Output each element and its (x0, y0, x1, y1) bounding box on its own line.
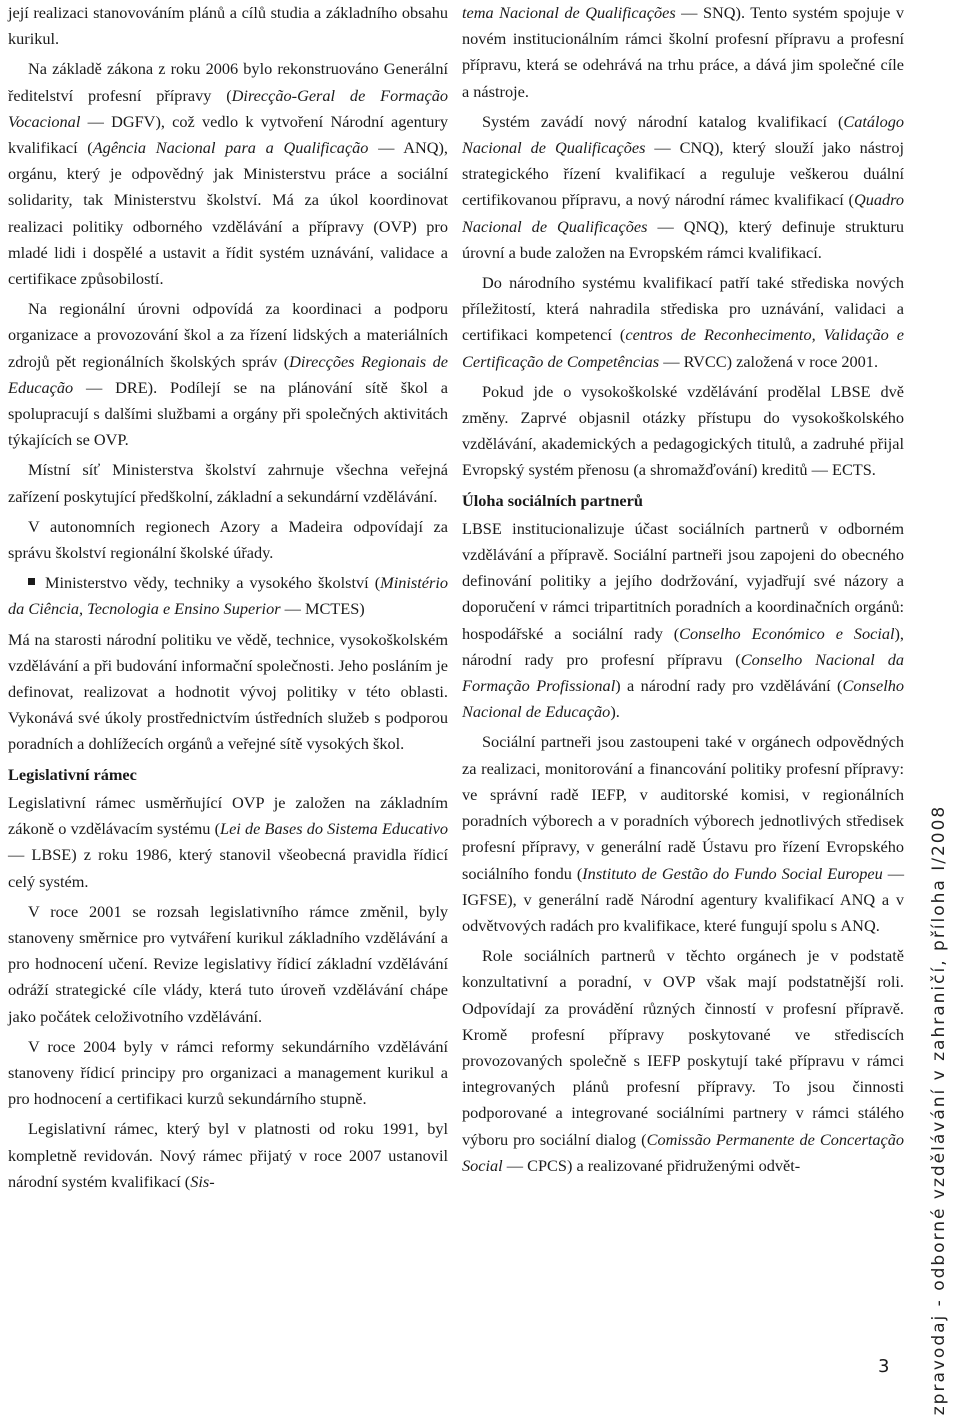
paragraph: tema Nacional de Qualificações — SNQ). Tento systém spojuje v novém institucionálním rámci školní profesní přípravu a profesní přípravu, která se odehrává na trhu práce, a dává jim společné cíle a nástroje. (462, 3, 904, 101)
bullet-text: Ministerstvo vědy, techniky a vysokého školství (Ministério da Ciência, Tecnologia e Ensino Superior — MCTES) (8, 573, 448, 619)
paragraph: Na regionální úrovni odpovídá za koordinaci a podporu organizace a provozování škol a za řízení lidských a materiálních zdrojů pět regionálních školských správ (Direcções Regionais de Educação — DRE). Podílejí se na plánování sítě škol a spolupracují s dalšími službami a orgány při společných aktivitách týkajících se OVP. (8, 299, 448, 450)
right-column (462, 0, 904, 1183)
bullet-item (8, 570, 448, 622)
italic-term: Direcções Regionais de Educação (8, 351, 448, 397)
paragraph: Pokud jde o vysokoškolské vzdělávání prodělal LBSE dvě změny. Zaprvé objasnil otázky přístupu do vysokoškolského vzdělávání, akademických a pedagogických titulů, a zadruhé přijal Evropský systém přenosu (a shromažďování) kreditů — ECTS. (462, 381, 904, 480)
paragraph: V autonomních regionech Azory a Madeira odpovídají za správu školství regionální školské úřady. (8, 516, 448, 563)
italic-term: Catálogo Nacional de Qualificações (462, 111, 904, 158)
paragraph: V roce 2001 se rozsah legislativního rámce změnil, byly stanoveny směrnice pro vytváření kurikul základního vzdělávání a pro hodnocení učení. Revize legislativy řídicí základní vzdělávání odráží strategické cíle vlády, která tuto úroveň vzdělávání chápe jako počátek celoživotního vzdělávání. (8, 901, 448, 1026)
paragraph: Do národního systému kvalifikací patří také střediska nových příležitostí, která nahradila střediska pro uznávání, validaci a certifikaci kompetencí (centros de Reconhecimento, Validação e Certificação de Competências — RVCC) založená v roce 2001. (462, 273, 904, 371)
italic-term: Quadro Nacional de Qualificações (462, 190, 904, 236)
italic-term: Lei de Bases do Sistema Educativo (220, 819, 448, 839)
italic-term: Instituto de Gestão do Fundo Social Europeu (582, 863, 883, 883)
italic-term: Direcção-Geral de Formação Vocacional (8, 85, 448, 131)
italic-term: Agência Nacional para a Qualificação (92, 138, 369, 158)
paragraph: LBSE institucionalizuje účast sociálních partnerů v odborném vzdělávání a přípravě. Sociální partneři jsou zapojeni do obecného definování politiky a jejího dodržování, vyjadřují své názory a doporučení v rámci tripartitních poradních a koordinačních orgánů: hospodářské a sociální rady (Conselho Económico e Social), národní rady pro profesní přípravu (Conselho Nacional da Formação Profissional) a národní rady pro vzdělávání (Conselho Nacional de Educação). (462, 518, 905, 722)
paragraph: Na základě zákona z roku 2006 bylo rekonstruováno Generální ředitelství profesní přípravy (Direcção-Geral de Formação Vocacional — DGFV), což vedlo k vytvoření Národní agentury kvalifikací (Agência Nacional para a Qualificação — ANQ), orgánu, který je odpovědný jak Ministerstvu práce a sociální solidarity, tak Ministerstvu školství. Má za úkol koordinovat realizaci politiky odborného vzdělávání a přípravy (OVP) pro mladé lidi i dospělé a ustavit a řídit systém uznávání, validace a certifikace způsobilostí. (8, 59, 448, 289)
paragraph: Legislativní rámec, který byl v platnosti od roku 1991, byl kompletně revidován. Nový rámec přijatý v roce 2007 ustanovil národní systém kvalifikací (Sis- (8, 1119, 448, 1191)
paragraph: V roce 2004 byly v rámci reformy sekundárního vzdělávání stanoveny řídicí principy pro organizaci a management kurikul a pro hodnocení a certifikaci kurzů sekundárního stupně. (8, 1036, 448, 1109)
paragraph: její realizaci stanovováním plánů a cílů studia a základního obsahu kurikul. (8, 3, 448, 49)
paragraph: Sociální partneři jsou zastoupeni také v orgánech odpovědných za realizaci, monitorování a financování politiky profesní přípravy: ve správní radě IEFP, v auditorské komisi, v regionálních poradních výborech a v poradních výborech jednotlivých středisek profesní přípravy, v generální radě Ústavu pro řízení Evropského sociálního fondu (Instituto de Gestão do Fundo Social Europeu — IGFSE), v generální radě Národní agentury kvalifikací ANQ a v odvětvových radách pro kvalifikace, které fungují spolu s ANQ. (462, 732, 905, 935)
section-heading: Legislativní rámec (8, 764, 137, 784)
italic-term: Conselho Nacional de Educação (462, 676, 904, 722)
section-heading: Úloha sociálních partnerů (462, 490, 643, 510)
italic-term: Comissão Permanente de Concertação Social (462, 1129, 904, 1175)
left-column (8, 0, 448, 1199)
italic-term: Conselho Nacional da Formação Profissional (462, 649, 904, 696)
paragraph: Systém zavádí nový národní katalog kvalifikací (Catálogo Nacional de Qualificações — CNQ), který slouží jako nástroj strategického řízení kvalifikací a reguluje veškerou duální certifikovanou přípravu, a nový národní rámec kvalifikací (Quadro Nacional de Qualificações — QNQ), který definuje strukturu úrovní a bude založen na Evropském rámci kvalifikací. (462, 111, 905, 262)
side-running-title-text: zpravodaj - odborné vzdělávání v zahraničí, příloha I/2008 (929, 804, 949, 1415)
page-number: 3 (878, 1356, 890, 1377)
side-running-title (924, 804, 954, 1415)
italic-term: Ministério da Ciência, Tecnologia e Ensino Superior (8, 573, 448, 619)
paragraph: Místní síť Ministerstva školství zahrnuje všechna veřejná zařízení poskytující předškolní, základní a sekundární vzdělávání. (8, 460, 448, 506)
italic-term: Sis- (190, 1171, 215, 1191)
italic-term: tema Nacional de Qualificações (462, 3, 676, 22)
paragraph: Role sociálních partnerů v těchto orgánech je v podstatě konzultativní a poradní, v OVP však mají podstatnější roli. Odpovídají za provádění různých činností v profesní přípravě. Kromě profesní přípravy poskytované ve střediscích provozovaných společně s IEFP poskytují také přípravu v rámci integrovaných plánů profesní přípravy. To jsou činnosti podporované a integrované sociálními partnery v rámci stálého výboru pro sociální dialog (Comissão Permanente de Concertação Social — CPCS) a realizované přidruženými odvět- (462, 946, 904, 1175)
paragraph: Má na starosti národní politiku ve vědě, technice, vysokoškolském vzdělávání a při budování informační společnosti. Jeho posláním je definovat, realizovat a hodnotit vývoj politiky v této oblasti. Vykonává své úkoly prostřednictvím ústředních služeb s podporou poradních a dohlížecích orgánů a veřejné sítě vysokých škol. (8, 629, 448, 754)
italic-term: Conselho Económico e Social (679, 623, 895, 643)
square-bullet-icon (28, 578, 35, 585)
paragraph: Legislativní rámec usměrňující OVP je založen na základním zákoně o vzdělávacím systému (Lei de Bases do Sistema Educativo — LBSE) z roku 1986, který stanovil všeobecná pravidla řídicí celý systém. (8, 792, 448, 891)
italic-term: centros de Reconhecimento, Validação e Certificação de Competências (462, 325, 904, 371)
